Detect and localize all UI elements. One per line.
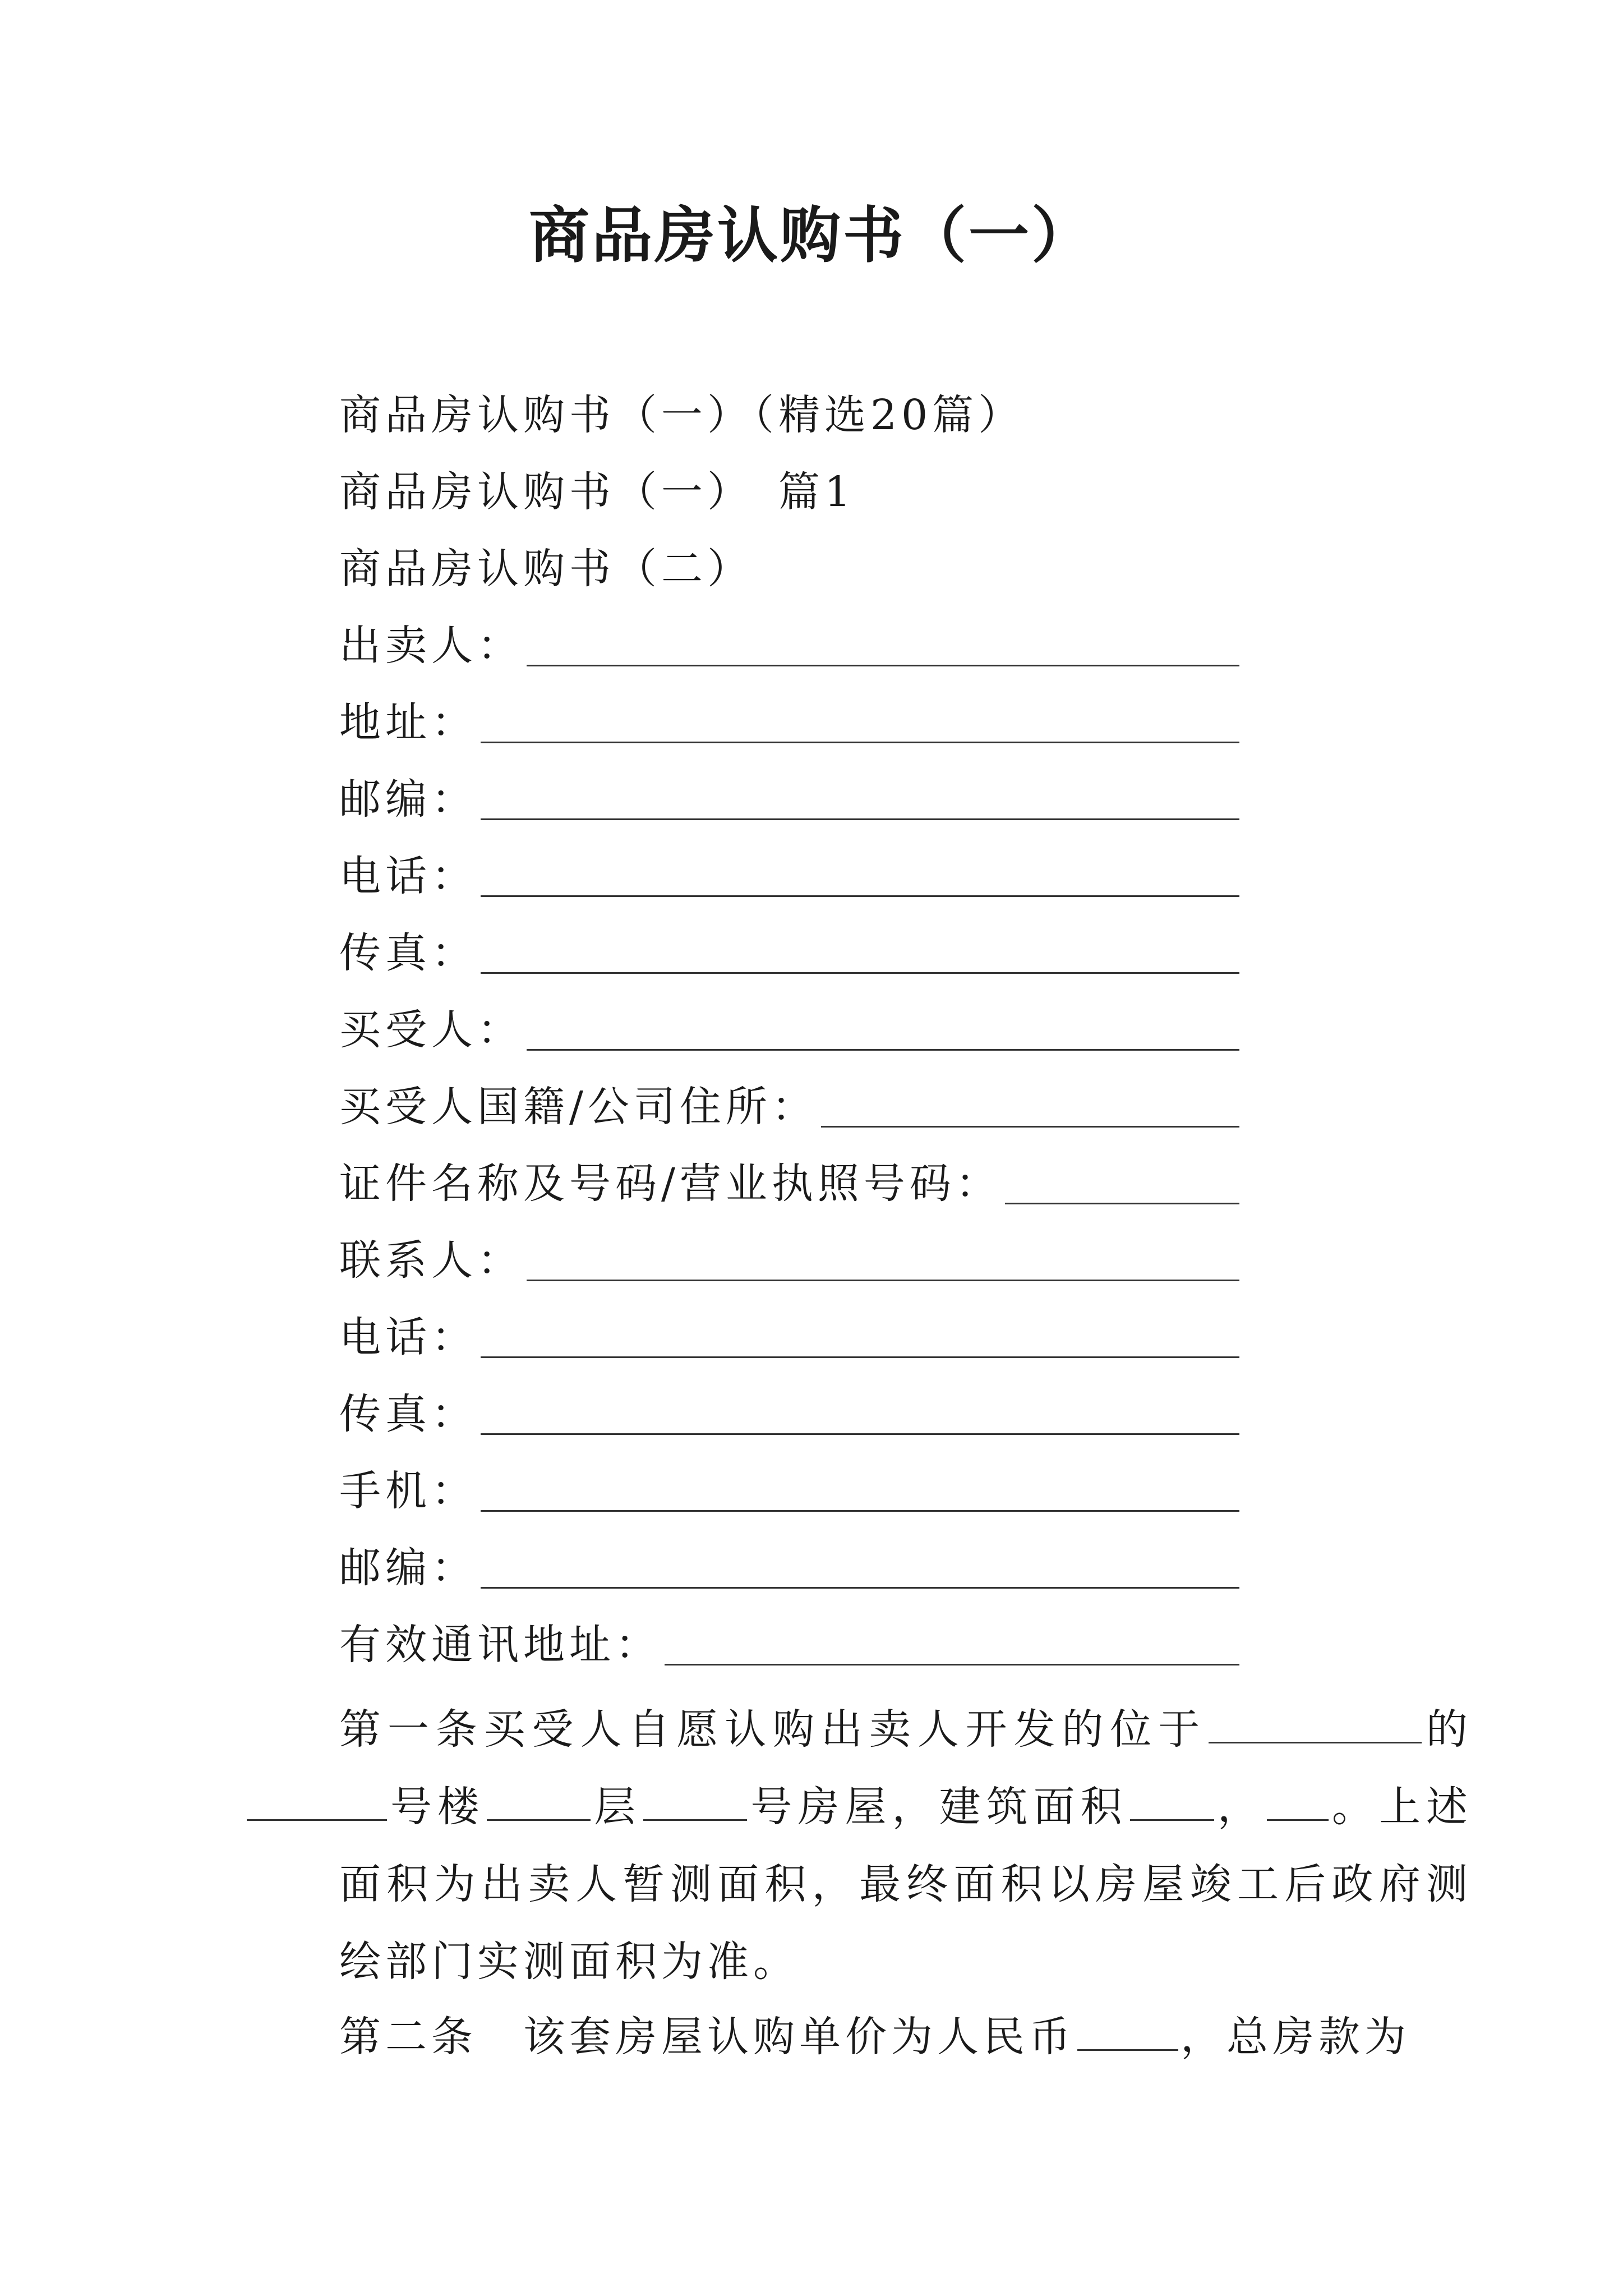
fill-blank	[527, 1280, 1239, 1281]
fill-blank	[481, 818, 1239, 820]
seller-field	[339, 615, 1239, 677]
fill-blank	[1209, 1703, 1422, 1743]
article-1-text: 第一条买受人自愿认购出卖人开发的位于	[339, 1705, 1207, 1754]
field-label: 地址：	[339, 698, 477, 747]
buyer-postcode-field	[339, 1537, 1239, 1599]
field-label: 传真：	[339, 1390, 477, 1438]
field-label: 电话：	[339, 1313, 477, 1361]
article-1-text: 号房屋，建筑面积	[749, 1783, 1128, 1831]
fill-blank	[1267, 1780, 1329, 1821]
contact-field	[339, 1230, 1239, 1291]
buyer-phone-field	[339, 1306, 1239, 1368]
fill-blank	[1005, 1203, 1239, 1204]
field-label: 买受人国籍/公司住所：	[339, 1083, 818, 1131]
fill-blank	[527, 1049, 1239, 1051]
fill-blank	[481, 895, 1239, 897]
fill-blank	[481, 1356, 1239, 1358]
article-1-text: 层	[593, 1783, 642, 1831]
phone-field	[339, 845, 1239, 907]
field-label: 有效通讯地址：	[339, 1621, 661, 1669]
heading-line: 商品房认购书（二）	[339, 545, 753, 593]
address-field	[339, 692, 1239, 753]
article-2-text: ，总房款为	[1181, 2013, 1410, 2061]
fill-blank	[487, 1780, 591, 1821]
field-label: 邮编：	[339, 1544, 477, 1592]
article-1	[247, 1691, 1472, 2000]
article-1-text: ，	[1216, 1783, 1265, 1831]
mobile-field	[339, 1460, 1239, 1522]
postcode-field	[339, 769, 1239, 830]
field-label: 传真：	[339, 929, 477, 977]
fax-field	[339, 922, 1239, 984]
buyer-fax-field	[339, 1383, 1239, 1445]
article-1-text: 的	[1424, 1705, 1473, 1754]
field-label: 电话：	[339, 852, 477, 900]
field-label: 联系人：	[339, 1236, 523, 1285]
fill-blank	[481, 1510, 1239, 1512]
article-1-text: 号楼	[389, 1783, 485, 1831]
fill-blank	[247, 1780, 387, 1821]
mailing-address-field	[339, 1614, 1239, 1676]
fill-blank	[821, 1126, 1239, 1128]
field-label: 邮编：	[339, 775, 477, 823]
fill-blank	[1130, 1780, 1214, 1821]
buyer-nationality-field	[339, 1076, 1239, 1138]
fill-blank	[643, 1780, 747, 1821]
fill-blank	[1077, 2010, 1178, 2051]
article-2	[247, 1998, 1472, 2076]
id-number-field	[339, 1153, 1239, 1214]
fill-blank	[481, 742, 1239, 743]
part-line: 商品房认购书（一） 篇1	[339, 468, 856, 516]
field-label: 买受人：	[339, 1006, 523, 1054]
fill-blank	[527, 665, 1239, 666]
fill-blank	[481, 1587, 1239, 1589]
fill-blank	[481, 1433, 1239, 1435]
field-label: 证件名称及号码/营业执照号码：	[339, 1159, 1002, 1208]
fill-blank	[481, 972, 1239, 974]
fill-blank	[665, 1664, 1239, 1665]
article-1-text: 。上述面积为出卖人暂测面积，最终面积以房屋竣工后政府测绘部门实测面积为准。	[339, 1783, 1473, 1986]
field-label: 出卖人：	[339, 622, 523, 670]
document-title: 商品房认购书（一）	[528, 200, 1094, 271]
article-2-text: 第二条 该套房屋认购单价为人民币	[339, 2013, 1075, 2061]
subtitle-line: 商品房认购书（一）（精选20篇）	[339, 391, 1025, 439]
buyer-field	[339, 999, 1239, 1061]
field-label: 手机：	[339, 1467, 477, 1515]
